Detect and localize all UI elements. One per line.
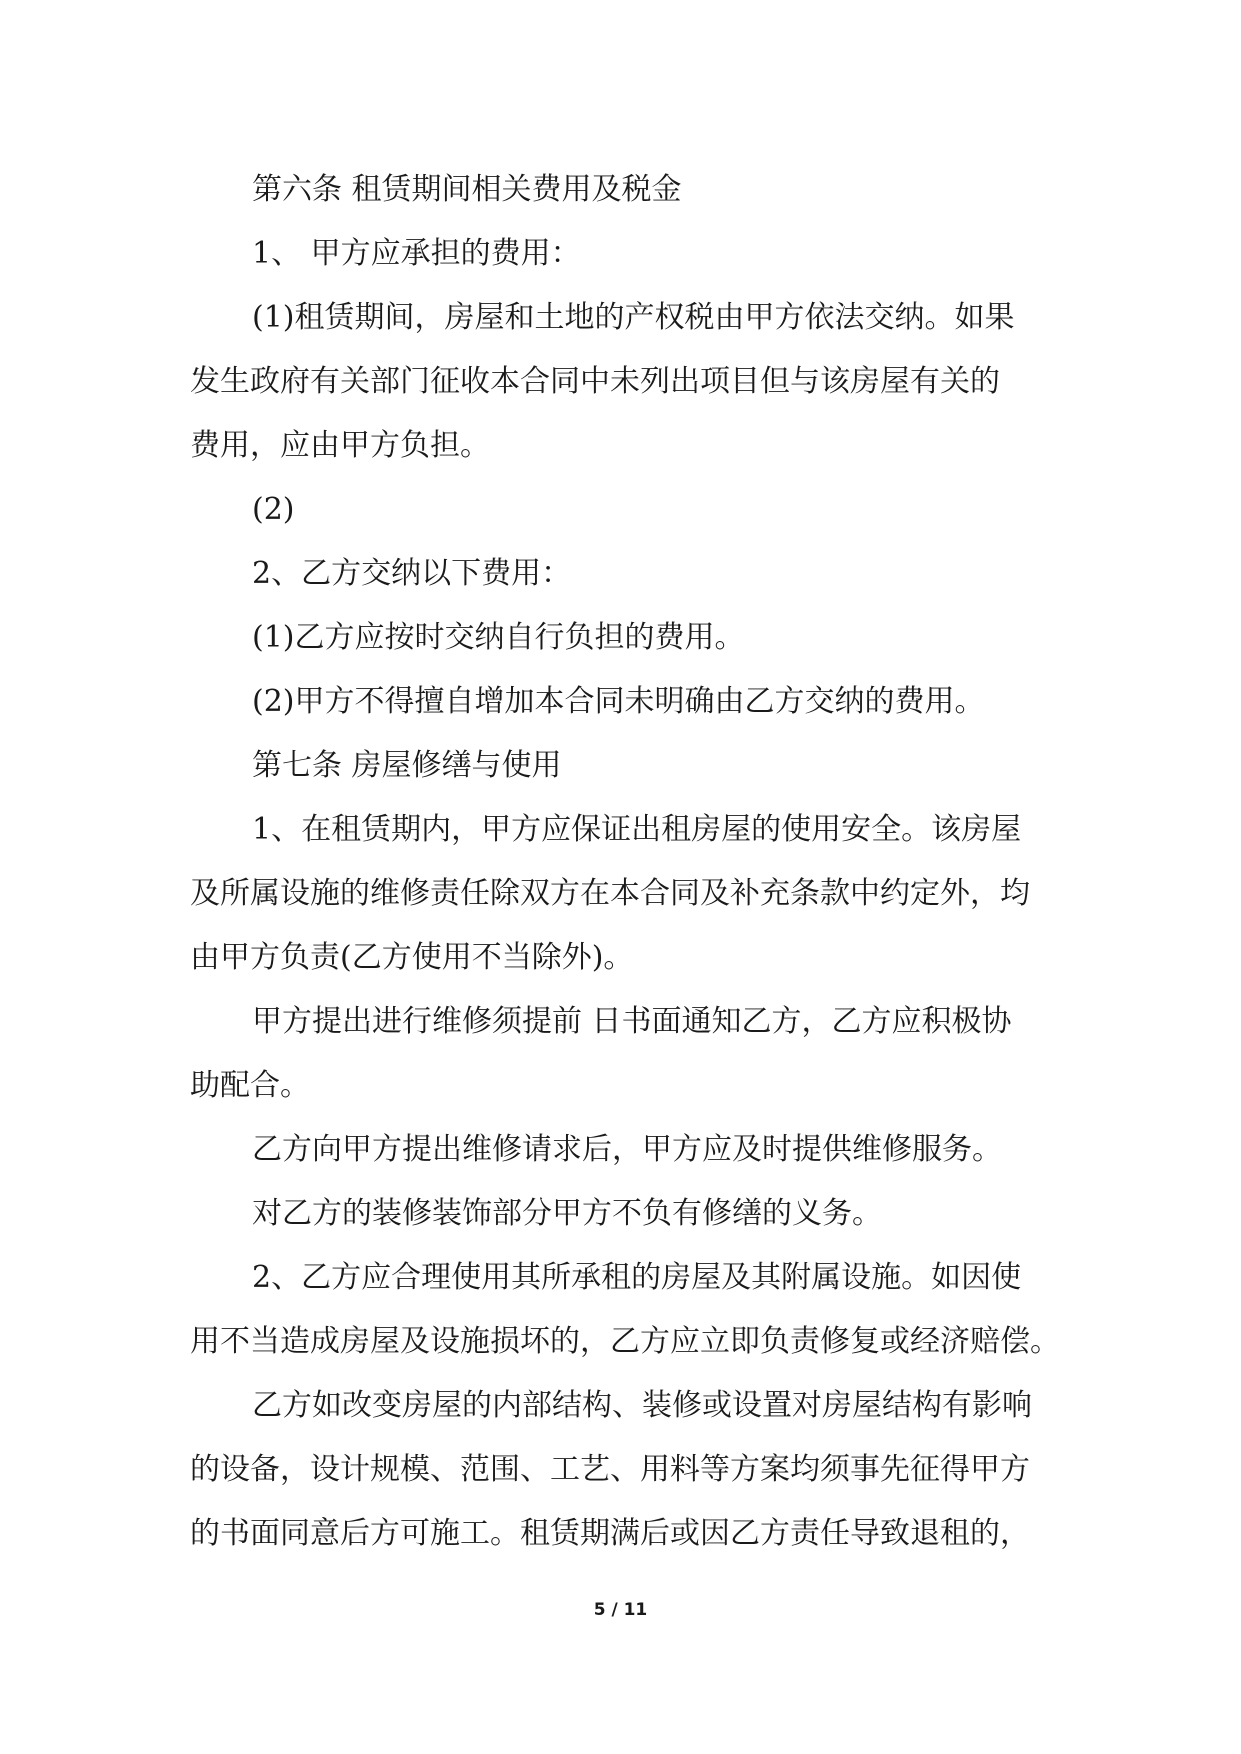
paragraph-line: 费用，应由甲方负担。 — [190, 428, 490, 463]
paragraph — [190, 1182, 1060, 1246]
paragraph-line: 乙方向甲方提出维修请求后，甲方应及时提供维修服务。 — [252, 1132, 1002, 1167]
paragraph — [190, 990, 1060, 1118]
page-number: 5 / 11 — [593, 1600, 648, 1620]
paragraph-line: (1)乙方应按时交纳自行负担的费用。 — [252, 620, 745, 655]
paragraph-line: 1、 甲方应承担的费用： — [252, 236, 581, 271]
paragraph-line: 由甲方负责(乙方使用不当除外)。 — [190, 940, 634, 975]
paragraph-line: 第七条 房屋修缮与使用 — [252, 748, 562, 783]
paragraph-line: 的书面同意后方可施工。租赁期满后或因乙方责任导致退租的， — [190, 1516, 1030, 1551]
paragraph-line: 甲方提出进行维修须提前 日书面通知乙方，乙方应积极协 — [252, 1004, 1012, 1039]
paragraph-line: 的设备，设计规模、范围、工艺、用料等方案均须事先征得甲方 — [190, 1452, 1030, 1487]
paragraph-line: 1、在租赁期内，甲方应保证出租房屋的使用安全。该房屋 — [252, 812, 1022, 847]
paragraph — [190, 1246, 1060, 1374]
paragraph-line: 第六条 租赁期间相关费用及税金 — [252, 172, 682, 207]
paragraph-line: (2)甲方不得擅自增加本合同未明确由乙方交纳的费用。 — [252, 684, 985, 719]
paragraph — [190, 222, 1060, 286]
paragraph — [190, 670, 1060, 734]
paragraph-line: 用不当造成房屋及设施损坏的，乙方应立即负责修复或经济赔偿。 — [190, 1324, 1060, 1359]
paragraph — [190, 734, 1060, 798]
paragraph — [190, 158, 1060, 222]
paragraph-line: 对乙方的装修装饰部分甲方不负有修缮的义务。 — [252, 1196, 882, 1231]
paragraph-line: (2) — [252, 492, 295, 527]
paragraph-line: 2、乙方应合理使用其所承租的房屋及其附属设施。如因使 — [252, 1260, 1022, 1295]
paragraph-line: 助配合。 — [190, 1068, 310, 1103]
paragraph — [190, 798, 1060, 990]
paragraph — [190, 478, 1060, 542]
paragraph-line: (1)租赁期间，房屋和土地的产权税由甲方依法交纳。如果 — [252, 300, 1015, 335]
paragraph-line: 2、乙方交纳以下费用： — [252, 556, 572, 591]
paragraph-line: 乙方如改变房屋的内部结构、装修或设置对房屋结构有影响 — [252, 1388, 1032, 1423]
paragraph — [190, 1374, 1060, 1566]
paragraph — [190, 286, 1060, 478]
paragraph — [190, 606, 1060, 670]
paragraph — [190, 542, 1060, 606]
paragraph-line: 及所属设施的维修责任除双方在本合同及补充条款中约定外，均 — [190, 876, 1030, 911]
paragraph — [190, 1118, 1060, 1182]
document-body — [190, 158, 1060, 1566]
paragraph-line: 发生政府有关部门征收本合同中未列出项目但与该房屋有关的 — [190, 364, 1000, 399]
